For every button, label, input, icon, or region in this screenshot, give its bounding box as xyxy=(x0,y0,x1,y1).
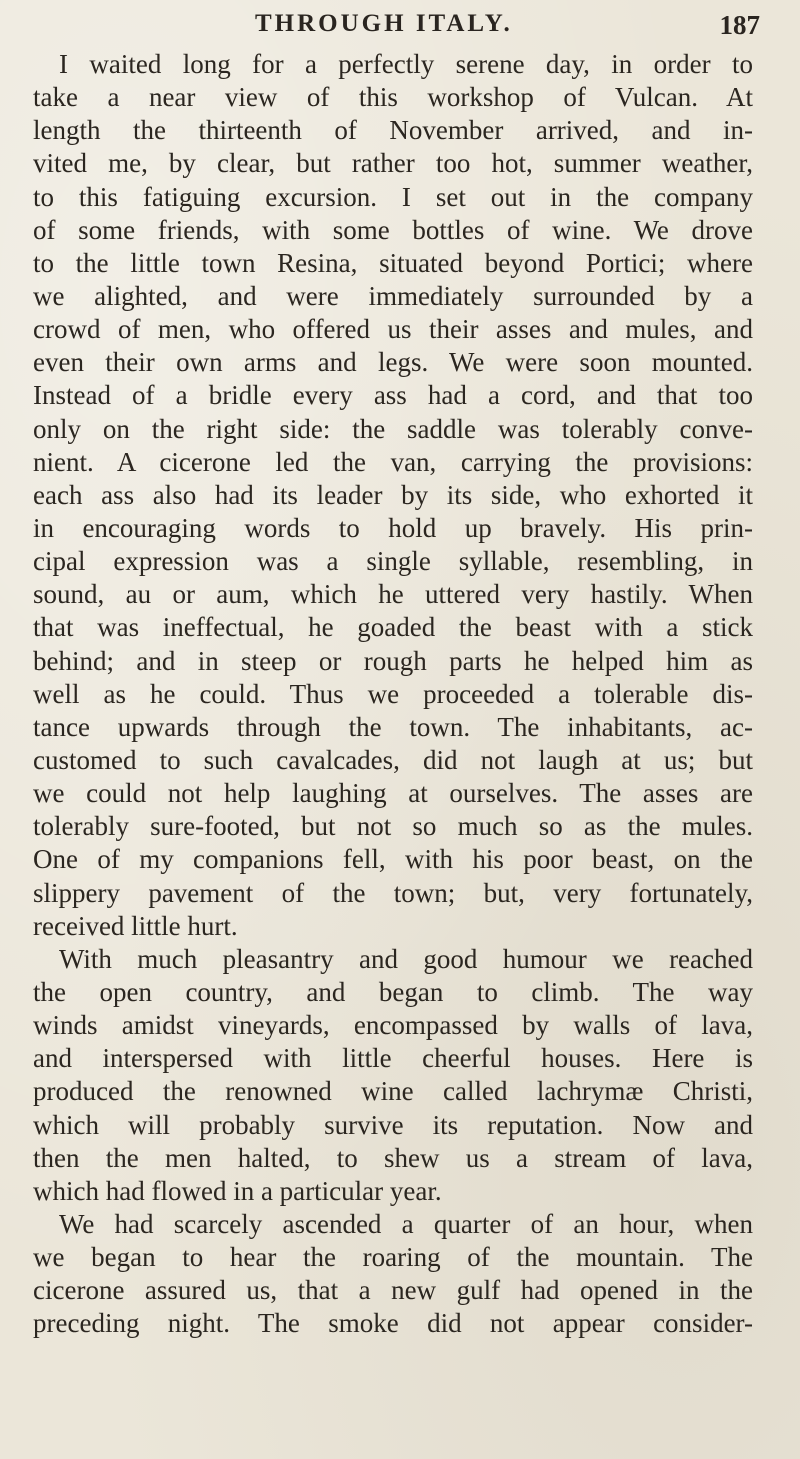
text-line: nient. A cicerone led the van, carrying the provisions: xyxy=(33,446,753,477)
text-line: cipal expression was a single syllable, resembling, in xyxy=(33,546,753,577)
running-head: THROUGH ITALY. xyxy=(255,10,513,37)
text-line: length the thirteenth of November arrived, and in- xyxy=(33,115,753,146)
text-line: even their own arms and legs. We were soon mounted. xyxy=(33,347,753,378)
text-line: slippery pavement of the town; but, very fortunately, xyxy=(33,877,753,908)
text-line: then the men halted, to shew us a stream of lava, xyxy=(33,1142,753,1173)
text-line: produced the renowned wine called lachrymæ Christi, xyxy=(33,1076,753,1107)
text-line: winds amidst vineyards, encompassed by walls of lava, xyxy=(33,1010,753,1041)
text-line: we alighted, and were immediately surrounded by a xyxy=(33,280,753,311)
text-line: which had flowed in a particular year. xyxy=(33,1175,442,1206)
text-line: which will probably survive its reputation. Now and xyxy=(33,1109,753,1140)
text-line: tolerably sure-footed, but not so much so as the mules. xyxy=(33,811,753,842)
text-line: and interspersed with little cheerful houses. Here is xyxy=(33,1043,753,1074)
text-line: of some friends, with some bottles of wine. We drove xyxy=(33,214,753,245)
text-line: I waited long for a perfectly serene day, in order to xyxy=(59,49,753,79)
text-line: customed to such cavalcades, did not laugh at us; but xyxy=(33,744,753,775)
text-line: to the little town Resina, situated beyond Portici; where xyxy=(33,247,753,278)
text-line: cicerone assured us, that a new gulf had opened in the xyxy=(33,1275,753,1306)
text-line: each ass also had its leader by its side, who exhorted it xyxy=(33,479,753,510)
text-line: Instead of a bridle every ass had a cord, and that too xyxy=(33,380,753,411)
text-line: sound, au or aum, which he uttered very hastily. When xyxy=(33,579,753,610)
text-line: received little hurt. xyxy=(33,910,238,941)
text-line: we began to hear the roaring of the mountain. The xyxy=(33,1242,753,1273)
text-line: we could not help laughing at ourselves. The asses are xyxy=(33,778,753,809)
text-line: in encouraging words to hold up bravely. His prin- xyxy=(33,512,753,543)
text-line: behind; and in steep or rough parts he helped him as xyxy=(33,645,753,676)
text-line: crowd of men, who offered us their asses and mules, and xyxy=(33,314,753,345)
text-line: only on the right side: the saddle was tolerably conve- xyxy=(33,413,753,444)
text-line: that was ineffectual, he goaded the beast with a stick xyxy=(33,612,753,643)
page-header xyxy=(255,10,760,42)
text-line: vited me, by clear, but rather too hot, summer weather, xyxy=(33,148,753,179)
text-line: One of my companions fell, with his poor beast, on the xyxy=(33,844,753,875)
text-line: to this fatiguing excursion. I set out in the company xyxy=(33,181,753,212)
text-line: We had scarcely ascended a quarter of an hour, when xyxy=(59,1208,753,1239)
text-line: well as he could. Thus we proceeded a tolerable dis- xyxy=(33,678,753,709)
text-line: With much pleasantry and good humour we reached xyxy=(59,943,753,974)
text-line: take a near view of this workshop of Vulcan. At xyxy=(33,82,753,113)
body-text xyxy=(33,48,753,1340)
text-line: tance upwards through the town. The inhabitants, ac- xyxy=(33,711,753,742)
page-number: 187 xyxy=(719,10,760,40)
text-line: preceding night. The smoke did not appear consider- xyxy=(33,1308,753,1339)
text-line: the open country, and began to climb. The way xyxy=(33,976,753,1007)
